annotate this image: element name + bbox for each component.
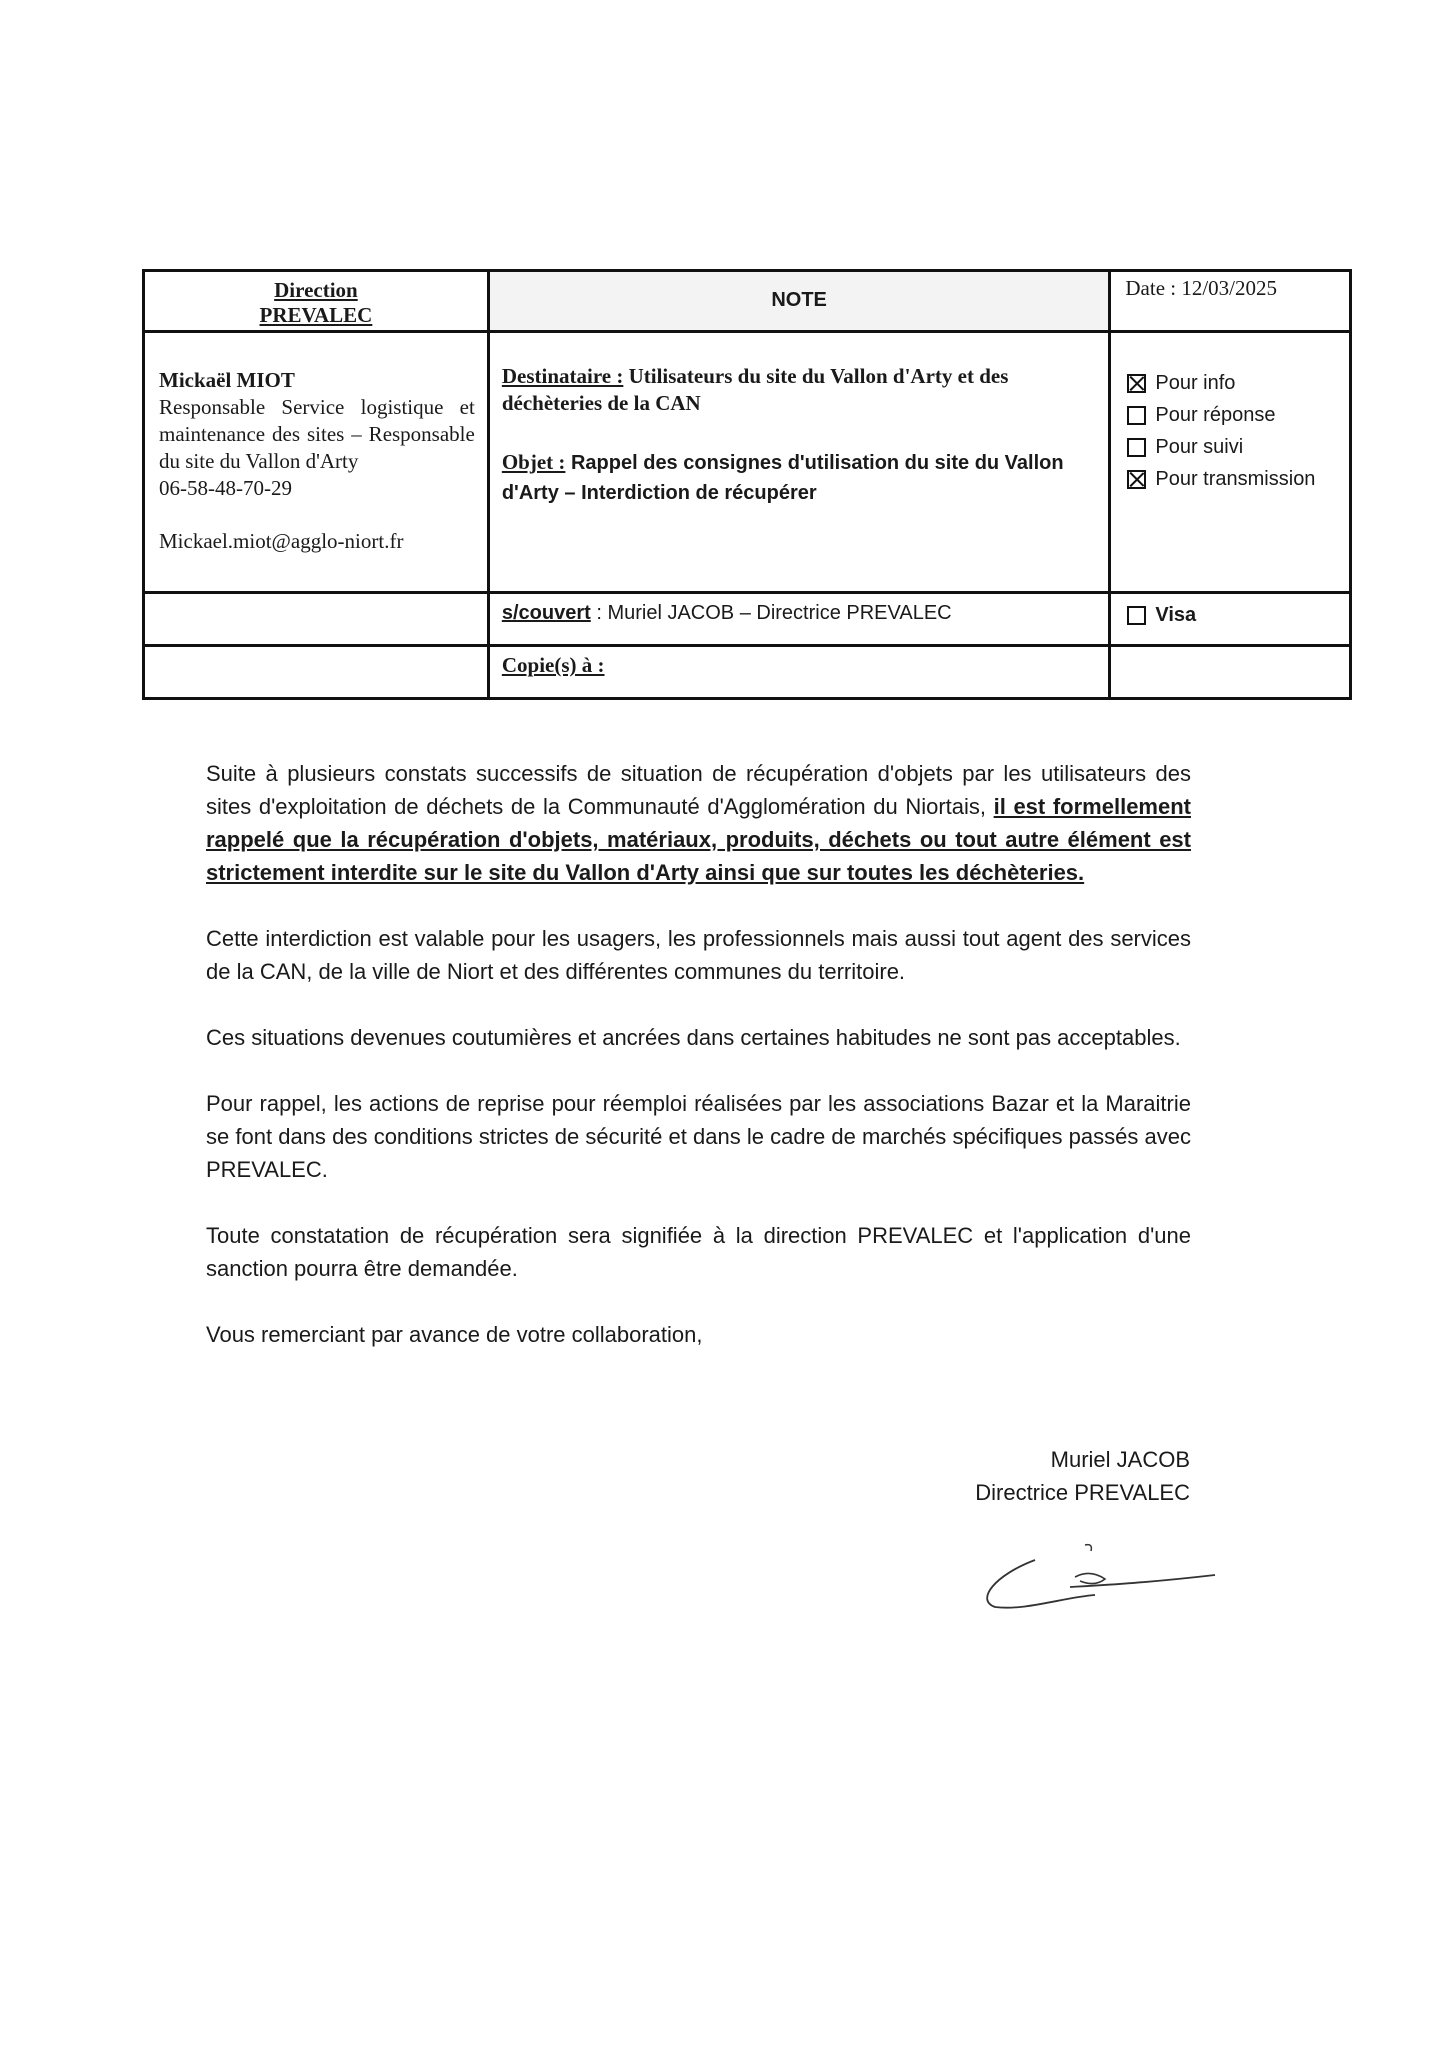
empty-cell: [1110, 646, 1351, 699]
recipient-label: Destinataire :: [501, 364, 624, 388]
check-label: Pour info: [1155, 372, 1236, 394]
couvert-cell: [488, 593, 1110, 646]
checkbox-icon: [1127, 470, 1146, 489]
author-phone: 06-58-48-70-29: [159, 476, 292, 500]
date-cell: [1110, 271, 1351, 332]
handwritten-signature: [975, 1535, 1235, 1615]
check-label: Pour réponse: [1155, 404, 1276, 426]
visa-line: [1111, 594, 1349, 627]
subject-label: Objet :: [501, 450, 566, 474]
note-title-cell: [488, 271, 1110, 332]
recipient-cell: [488, 332, 1110, 593]
note-title: NOTE: [771, 289, 827, 311]
check-pour-suivi: [1127, 431, 1349, 463]
author-role: Responsable Service logistique et maintenance des sites – Responsable du site du Vallon d'Arty: [159, 395, 475, 473]
direction-label: Direction: [274, 278, 358, 302]
couvert-text: : Muriel JACOB – Directrice PREVALEC: [590, 602, 952, 624]
author-name: Mickaël MIOT: [159, 368, 295, 392]
paragraph: Ces situations devenues coutumières et ancrées dans certaines habitudes ne sont pas acceptables.: [206, 1025, 1181, 1050]
direction-cell: [144, 271, 489, 332]
emphasis-text: il est formellement rappelé que la récupération d'objets, matériaux, produits, déchets ou tout autre élément est strictement interdite sur le site du Vallon d'Arty ainsi que sur toutes les déchèteries.: [206, 794, 1191, 885]
recipient-text: Utilisateurs du site du Vallon d'Arty et des déchèteries de la CAN: [501, 364, 1009, 415]
visa-label: Visa: [1155, 604, 1197, 626]
visa-cell: [1110, 593, 1351, 646]
check-label: Pour transmission: [1155, 468, 1316, 490]
check-pour-info: [1127, 367, 1349, 399]
direction-name: PREVALEC: [259, 303, 373, 327]
purpose-checklist: [1111, 333, 1349, 495]
checkbox-icon: [1127, 606, 1146, 625]
couvert-line: [490, 594, 1109, 633]
paragraph-text: Suite à plusieurs constats successifs de situation de récupération d'objets par les utilisateurs des sites d'exploitation de déchets de la Communauté d'Agglomération du Niortais,: [206, 761, 1191, 819]
empty-cell: [144, 593, 489, 646]
subject-block: [502, 447, 1097, 508]
author-cell: [144, 332, 489, 593]
note-body: [206, 757, 1191, 1384]
copies-label: Copie(s) à :: [501, 653, 605, 677]
note-date: Date : 12/03/2025: [1125, 276, 1278, 300]
note-header-table: [142, 269, 1352, 700]
signatory-name: Muriel JACOB: [1050, 1447, 1190, 1472]
signatory-title: Directrice PREVALEC: [975, 1480, 1190, 1505]
recipient-block: [490, 333, 1109, 508]
paragraph: [206, 757, 1191, 889]
signature-block: [900, 1443, 1190, 1509]
checkbox-icon: [1127, 374, 1146, 393]
direction-block: [145, 272, 487, 328]
couvert-label: s/couvert: [501, 602, 591, 624]
purpose-cell: [1110, 332, 1351, 593]
subject-text: Rappel des consignes d'utilisation du site du Vallon d'Arty – Interdiction de récupérer: [501, 452, 1064, 504]
paragraph: Cette interdiction est valable pour les usagers, les professionnels mais aussi tout agent des services de la CAN, de la ville de Niort et des différentes communes du territoire.: [206, 926, 1191, 984]
author-block: [145, 333, 487, 555]
check-label: Pour suivi: [1155, 436, 1244, 458]
checkbox-icon: [1127, 438, 1146, 457]
author-email: Mickael.miot@agglo-niort.fr: [159, 529, 404, 553]
checkbox-icon: [1127, 406, 1146, 425]
paragraph: Vous remerciant par avance de votre collaboration,: [206, 1322, 703, 1347]
check-pour-transmission: [1127, 463, 1349, 495]
paragraph: Toute constatation de récupération sera signifiée à la direction PREVALEC et l'application d'une sanction pourra être demandée.: [206, 1223, 1191, 1281]
copies-cell: [488, 646, 1110, 699]
paragraph: Pour rappel, les actions de reprise pour réemploi réalisées par les associations Bazar et la Maraitrie se font dans des conditions strictes de sécurité et dans le cadre de marchés spécifiques passés avec PREVALEC.: [206, 1091, 1191, 1182]
empty-cell: [144, 646, 489, 699]
check-pour-reponse: [1127, 399, 1349, 431]
